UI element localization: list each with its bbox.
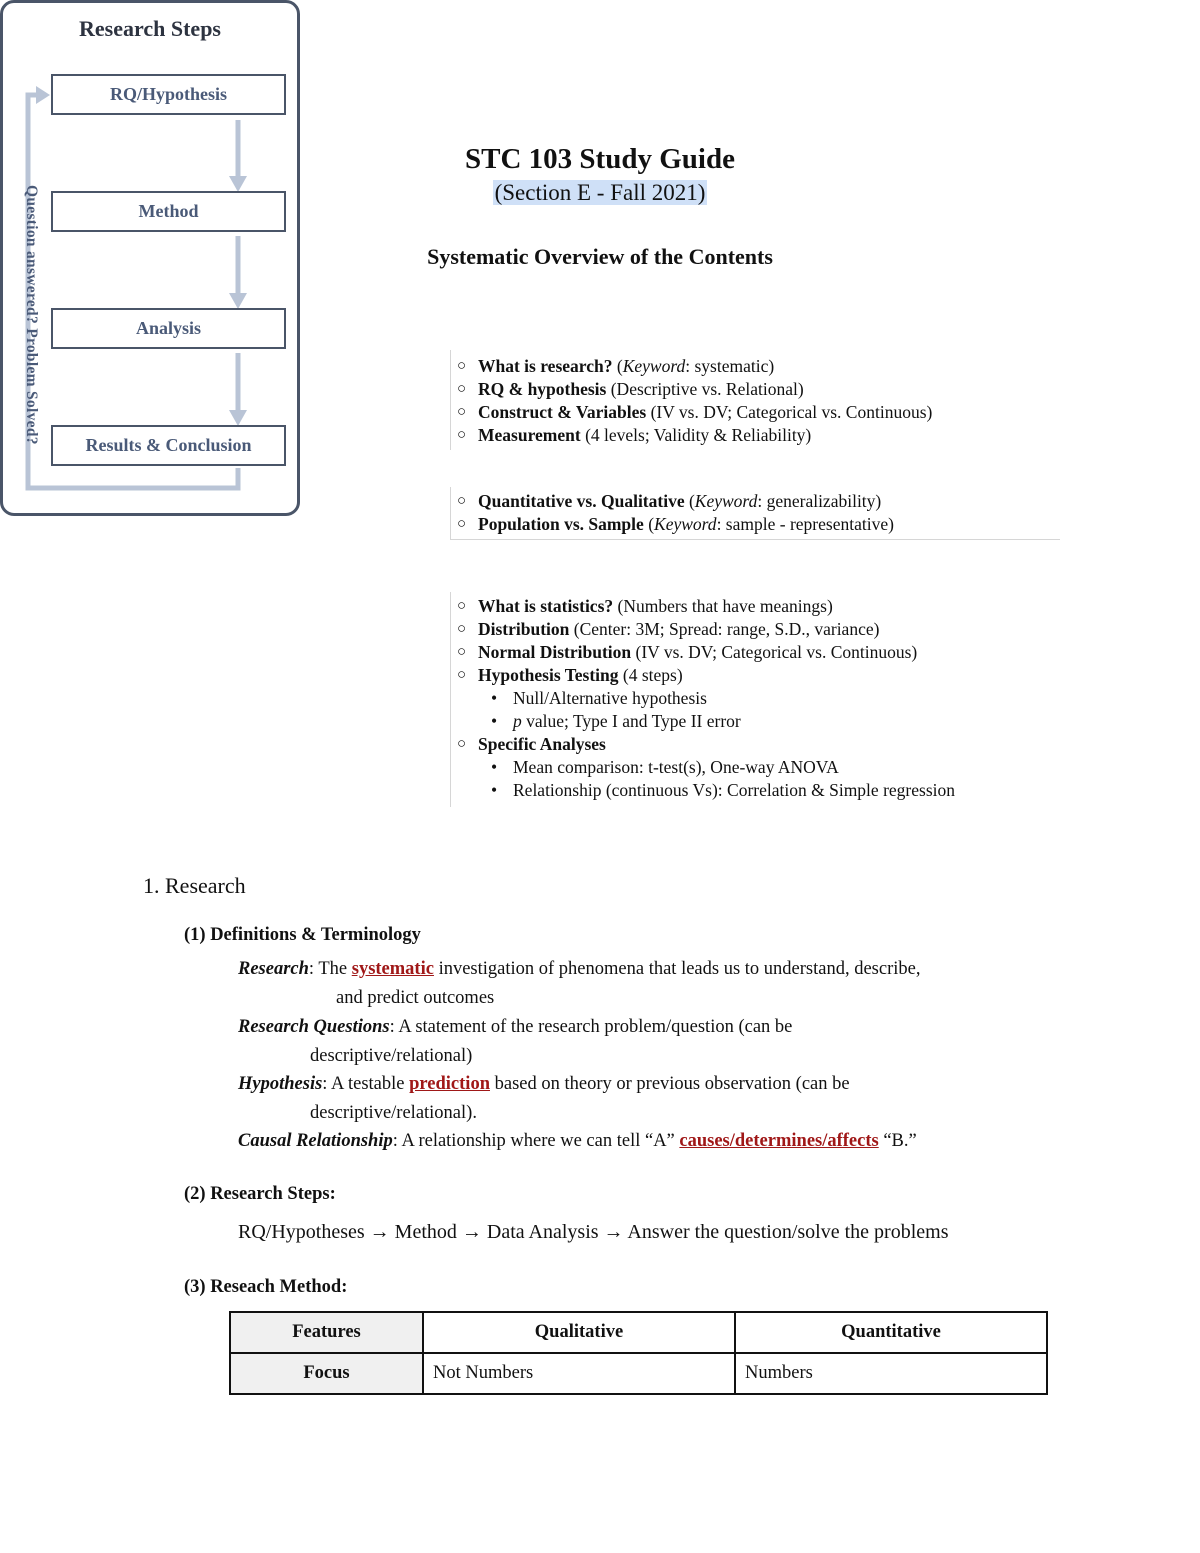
list-item: ○ Specific Analyses — [457, 734, 606, 754]
arrowhead-analysis — [229, 293, 247, 309]
step-rq-hypothesis: RQ/Hypothesis — [51, 74, 286, 115]
sub-list-item: • Relationship (continuous Vs): Correlation & Simple regression — [491, 780, 955, 800]
list-item: ○ What is research? (Keyword: systematic) — [457, 356, 775, 376]
definition-rq-cont: descriptive/relational) — [310, 1046, 473, 1066]
research-steps-diagram — [0, 0, 300, 516]
definition-research: Research: The systematic investigation of phenomena that leads us to understand, describe, — [238, 959, 921, 979]
circle-bullet-icon: ○ — [457, 427, 467, 443]
bullets-research — [450, 355, 1060, 447]
arrowhead-loop — [36, 86, 50, 104]
circle-bullet-icon: ○ — [457, 736, 467, 752]
keyword-highlight: systematic — [351, 959, 434, 979]
table-header-cell: Qualitative — [423, 1312, 735, 1353]
bullets-method — [450, 490, 1060, 536]
separator-horizontal — [450, 539, 1060, 540]
definition-causal: Causal Relationship: A relationship where we can tell “A” causes/determines/affects “B.” — [238, 1131, 917, 1151]
circle-bullet-icon: ○ — [457, 404, 467, 420]
step-method: Method — [51, 191, 286, 232]
table-cell: Numbers — [735, 1353, 1047, 1394]
circle-bullet-icon: ○ — [457, 493, 467, 509]
definition-hypothesis-cont: descriptive/relational). — [310, 1103, 477, 1123]
list-item: ○ Distribution (Center: 3M; Spread: range, S.D., variance) — [457, 619, 880, 639]
subsection-heading: (3) Reseach Method: — [184, 1277, 348, 1297]
table-cell: Focus — [230, 1353, 423, 1394]
circle-bullet-icon: ○ — [457, 667, 467, 683]
section-heading: 1. Research — [143, 873, 246, 898]
list-item: ○ What is statistics? (Numbers that have meanings) — [457, 596, 833, 616]
list-item: ○ Quantitative vs. Qualitative (Keyword: generalizability) — [457, 491, 882, 511]
sub-list-item: • Mean comparison: t-test(s), One-way ANOVA — [491, 757, 839, 777]
subsection-heading: (1) Definitions & Terminology — [184, 925, 421, 945]
sub-list-item: • Null/Alternative hypothesis — [491, 688, 707, 708]
dot-bullet-icon: • — [491, 757, 498, 777]
circle-bullet-icon: ○ — [457, 516, 467, 532]
definition-research-cont: and predict outcomes — [336, 988, 495, 1008]
table-header-cell: Features — [230, 1312, 423, 1353]
list-item: ○ Construct & Variables (IV vs. DV; Categorical vs. Continuous) — [457, 402, 933, 422]
circle-bullet-icon: ○ — [457, 598, 467, 614]
circle-bullet-icon: ○ — [457, 621, 467, 637]
sub-list-item: • p value; Type I and Type II error — [491, 711, 741, 731]
page-title: STC 103 Study Guide — [465, 143, 735, 175]
arrowhead-method — [229, 176, 247, 192]
dot-bullet-icon: • — [491, 780, 498, 800]
subsection-heading: (2) Research Steps: — [184, 1184, 336, 1204]
research-method-table — [229, 1311, 1048, 1395]
definition-hypothesis: Hypothesis: A testable prediction based on theory or previous observation (can be — [238, 1074, 850, 1094]
list-item: ○ Measurement (4 levels; Validity & Reliability) — [457, 425, 812, 445]
loop-label: Question answered? Problem Solved? — [23, 185, 40, 445]
diagram-title: Research Steps — [79, 16, 221, 41]
dot-bullet-icon: • — [491, 711, 498, 731]
subtitle-highlight: (Section E - Fall 2021) — [494, 180, 706, 205]
circle-bullet-icon: ○ — [457, 644, 467, 660]
list-item: ○ Normal Distribution (IV vs. DV; Categorical vs. Continuous) — [457, 642, 918, 662]
dot-bullet-icon: • — [491, 688, 498, 708]
step-analysis: Analysis — [51, 308, 286, 349]
bullets-analysis — [450, 595, 1060, 802]
table-header-row — [230, 1312, 1047, 1353]
keyword-highlight: causes/determines/affects — [679, 1131, 879, 1151]
arrowhead-results — [229, 410, 247, 426]
list-item: ○ Hypothesis Testing (4 steps) — [457, 665, 683, 685]
circle-bullet-icon: ○ — [457, 358, 467, 374]
table-cell: Not Numbers — [423, 1353, 735, 1394]
table-header-cell: Quantitative — [735, 1312, 1047, 1353]
list-item: ○ Population vs. Sample (Keyword: sample - representative) — [457, 514, 894, 534]
definition-rq: Research Questions: A statement of the research problem/question (can be — [238, 1017, 793, 1037]
circle-bullet-icon: ○ — [457, 381, 467, 397]
overview-heading: Systematic Overview of the Contents — [427, 244, 773, 269]
list-item: ○ RQ & hypothesis (Descriptive vs. Relational) — [457, 379, 804, 399]
table-row — [230, 1353, 1047, 1394]
research-steps-line: RQ/Hypotheses → Method → Data Analysis → Answer the question/solve the problems — [238, 1221, 949, 1243]
keyword-highlight: prediction — [409, 1074, 490, 1094]
step-results-conclusion: Results & Conclusion — [51, 425, 286, 466]
